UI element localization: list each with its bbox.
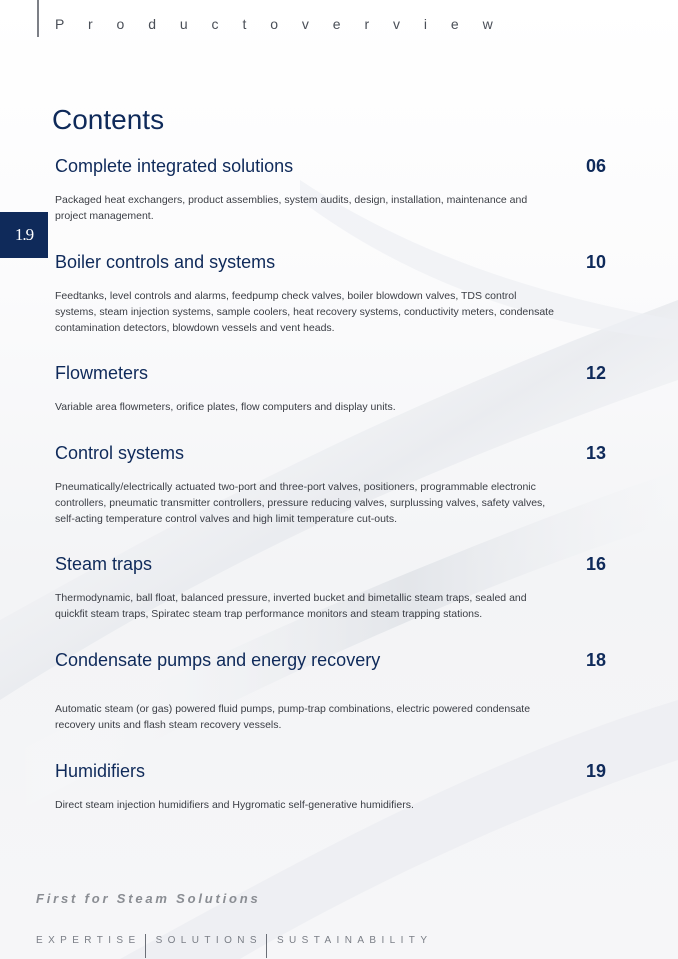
- section-title: Complete integrated solutions: [55, 156, 294, 176]
- section-page-number: 13: [585, 443, 606, 463]
- tagline: First for Steam Solutions: [36, 891, 261, 906]
- header-title: P r o d u c t o v e r v i e w: [55, 16, 503, 32]
- chapter-tab: 1.9: [0, 212, 48, 258]
- section-page-number: 12: [585, 363, 606, 383]
- section-description: Packaged heat exchangers, product assemblies, system audits, design, installation, maintenance and project management.: [55, 194, 528, 222]
- section-description: Thermodynamic, ball float, balanced pressure, inverted bucket and bimetallic steam traps, sealed and quickfit steam traps, Spiratec steam trap performance monitors and steam trapping stations.: [55, 592, 527, 620]
- footer-word-sustainability: SUSTAINABILITY: [276, 935, 433, 946]
- section-control-systems: [55, 442, 610, 525]
- section-title: Condensate pumps and energy recovery: [55, 650, 381, 670]
- section-description: Direct steam injection humidifiers and Hygromatic self-generative humidifiers.: [55, 799, 414, 811]
- footer-values: [36, 934, 432, 958]
- section-page-number: 16: [585, 554, 606, 574]
- footer-word-solutions: SOLUTIONS: [155, 935, 262, 946]
- section-description: Feedtanks, level controls and alarms, feedpump check valves, boiler blowdown valves, TDS control systems, steam injection systems, sample coolers, heat recovery systems, conductivity meters, condensate contamination detectors, blowdown vessels and vent heads.: [55, 290, 554, 334]
- section-title: Steam traps: [55, 554, 153, 574]
- section-page-number: 06: [585, 156, 606, 176]
- section-page-number: 10: [585, 252, 606, 272]
- section-description: Automatic steam (or gas) powered fluid pumps, pump-trap combinations, electric powered condensate recovery units and flash steam recovery vessels.: [55, 703, 531, 731]
- footer-separator: [145, 934, 146, 958]
- section-page-number: 19: [585, 761, 606, 781]
- footer-word-expertise: EXPERTISE: [36, 935, 141, 946]
- section-steam-traps: [55, 553, 610, 620]
- section-humidifiers: [55, 760, 610, 811]
- header-rule: [37, 0, 39, 37]
- section-boiler-controls: [55, 251, 610, 334]
- section-title: Flowmeters: [55, 363, 149, 383]
- section-complete-integrated-solutions: [55, 155, 610, 222]
- section-description: Variable area flowmeters, orifice plates, flow computers and display units.: [55, 401, 396, 413]
- footer-separator: [266, 934, 267, 958]
- section-title: Control systems: [55, 443, 185, 463]
- section-page-number: 18: [585, 650, 606, 670]
- section-title: Humidifiers: [55, 761, 146, 781]
- contents-title: Contents: [52, 104, 165, 135]
- section-title: Boiler controls and systems: [55, 252, 276, 272]
- section-flowmeters: [55, 362, 610, 413]
- section-condensate-pumps: [55, 649, 610, 731]
- section-description: Pneumatically/electrically actuated two-port and three-port valves, positioners, programmable electronic controllers, pneumatic transmitter controllers, pressure reducing valves, surplussing valves, safety valves, self-acting temperature control valves and high limit temperature cut-outs.: [55, 481, 546, 525]
